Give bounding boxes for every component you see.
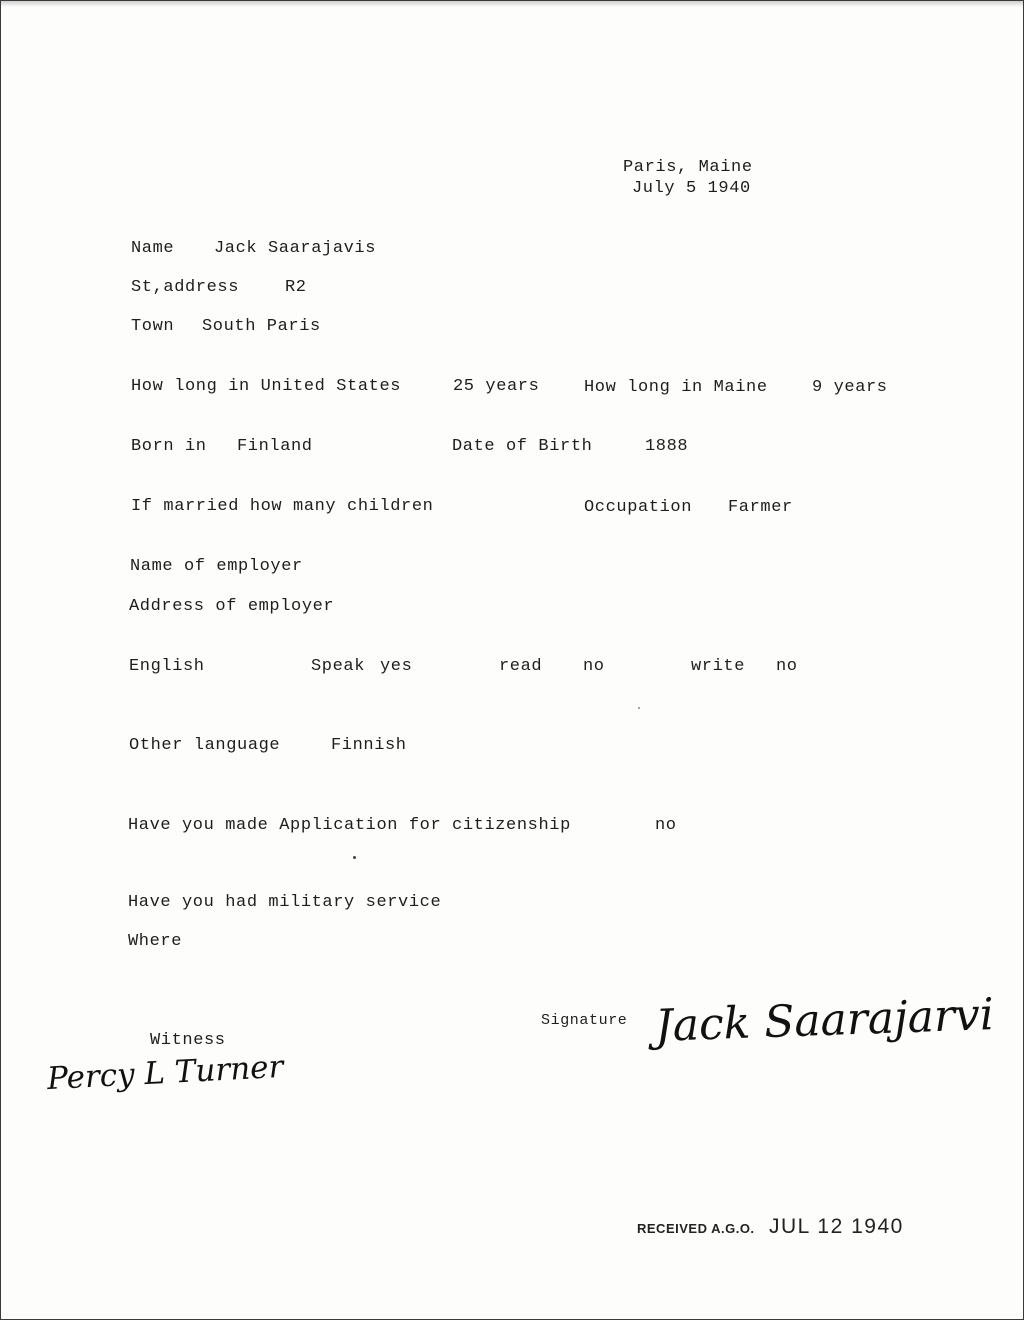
read-value: no — [583, 657, 605, 676]
where-label: Where — [128, 932, 183, 951]
born-value: Finland — [237, 437, 313, 456]
maine-years-label: How long in Maine — [584, 378, 768, 397]
place-line: Paris, Maine — [623, 158, 753, 177]
scan-edge — [1, 1, 1023, 7]
address-value: R2 — [285, 278, 307, 297]
english-label: English — [129, 657, 205, 676]
occupation-value: Farmer — [728, 498, 793, 517]
town-value: South Paris — [202, 317, 321, 336]
write-label: write — [691, 657, 746, 676]
speak-value: yes — [380, 657, 413, 676]
us-years-label: How long in United States — [131, 377, 402, 396]
dob-label: Date of Birth — [452, 437, 593, 456]
name-label: Name — [131, 239, 175, 258]
received-stamp — [637, 1215, 904, 1239]
employer-name-label: Name of employer — [130, 557, 303, 576]
children-label: If married how many children — [131, 497, 434, 516]
citizenship-value: no — [655, 816, 677, 835]
address-label: St,address — [131, 278, 240, 297]
speak-label: Speak — [311, 657, 366, 676]
ink-speck — [638, 707, 640, 709]
applicant-signature: Jack Saarajarvi — [654, 989, 995, 1052]
employer-address-label: Address of employer — [129, 597, 335, 616]
maine-years-value: 9 years — [812, 378, 888, 397]
stamp-label: RECEIVED A.G.O. — [637, 1221, 755, 1236]
us-years-value: 25 years — [453, 377, 540, 396]
military-label: Have you had military service — [128, 893, 442, 912]
other-language-value: Finnish — [331, 736, 407, 755]
signature-label: Signature — [541, 1012, 628, 1029]
born-label: Born in — [131, 437, 207, 456]
name-value: Jack Saarajavis — [214, 239, 377, 258]
read-label: read — [499, 657, 543, 676]
citizenship-label: Have you made Application for citizenship — [128, 816, 571, 835]
dob-value: 1888 — [645, 437, 689, 456]
witness-label: Witness — [150, 1031, 226, 1050]
ink-speck — [353, 856, 356, 859]
write-value: no — [776, 657, 798, 676]
stamp-date: JUL 12 1940 — [769, 1215, 904, 1238]
date-line: July 5 1940 — [632, 179, 751, 198]
other-language-label: Other language — [129, 736, 281, 755]
witness-signature: Percy L Turner — [46, 1048, 285, 1098]
occupation-label: Occupation — [584, 498, 693, 517]
town-label: Town — [131, 317, 175, 336]
